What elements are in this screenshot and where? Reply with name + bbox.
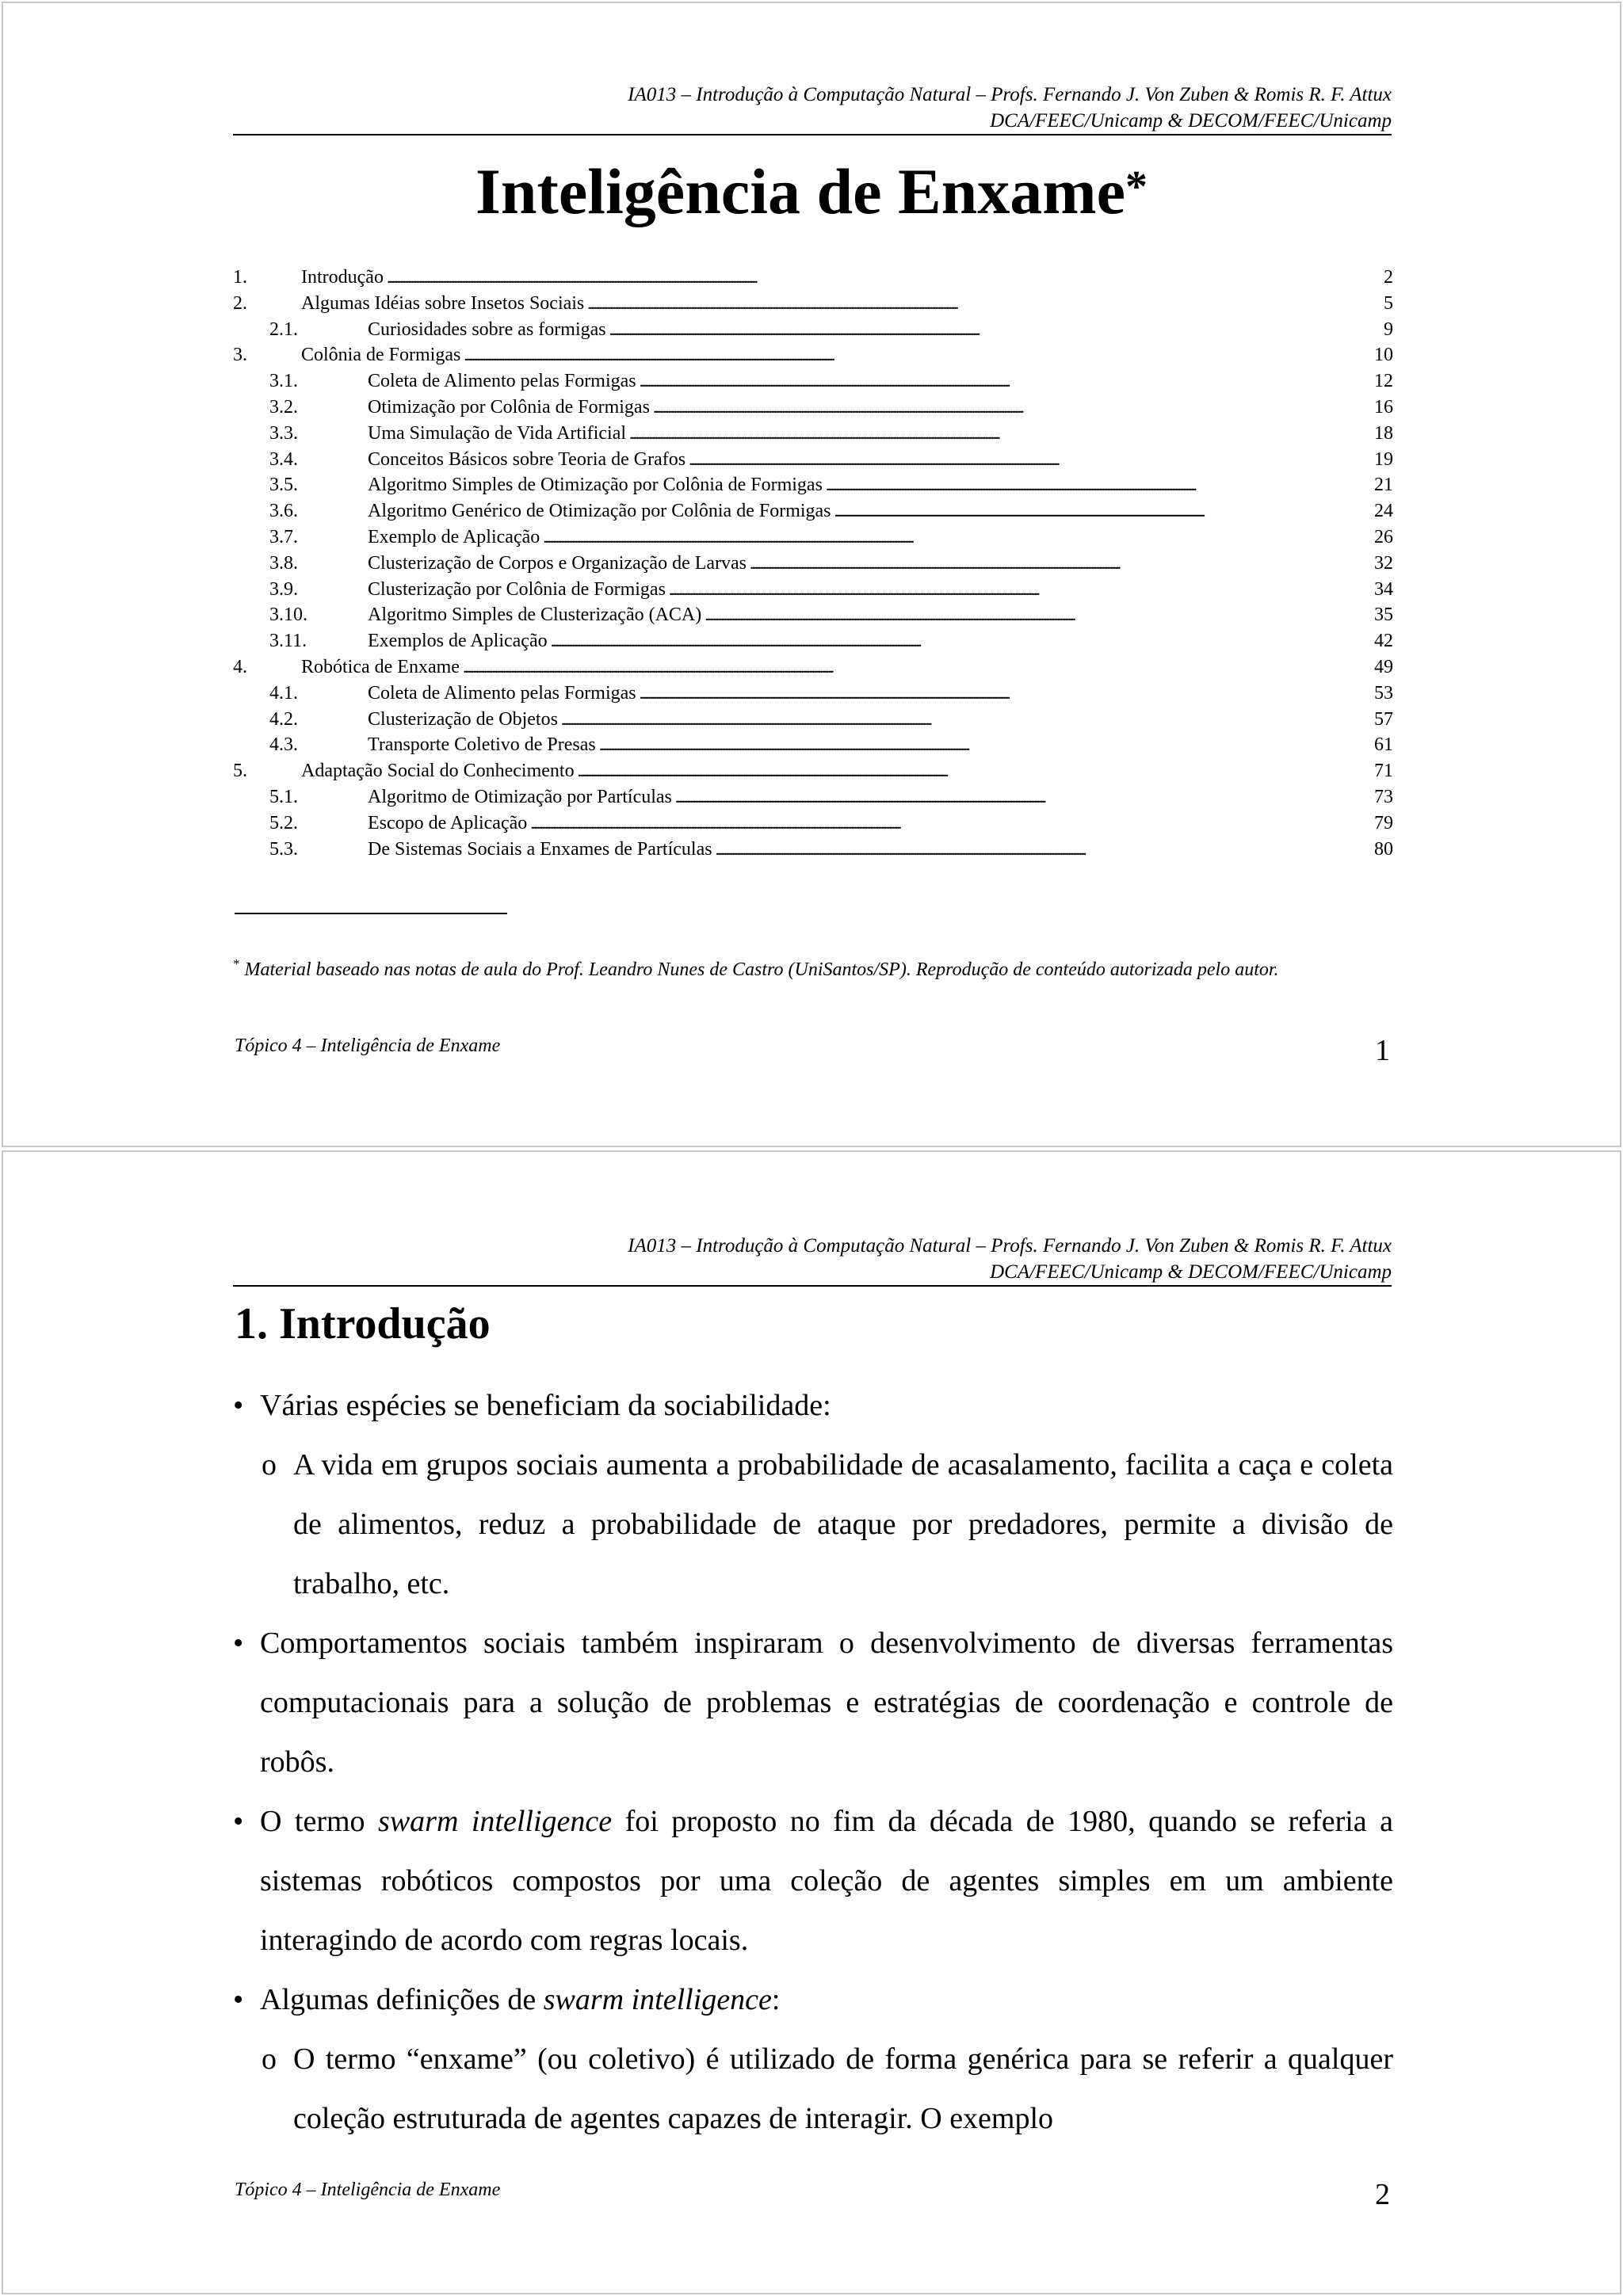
sub-bullet-text: A vida em grupos sociais aumenta a probabilidade de acasalamento, facilita a caça e coleta de alimentos, reduz a probabilidade de ataque por predadores, permite a divisão de trabalho, etc. — [293, 1448, 1393, 1600]
header-course-line: IA013 – Introdução à Computação Natural – Profs. Fernando J. Von Zuben & Romis R. F. Attux — [628, 1235, 1392, 1257]
toc-entry-title: Clusterização por Colônia de Formigas — [368, 578, 666, 600]
document-page-2 — [2, 1150, 1621, 2294]
toc-entry-title: Algoritmo de Otimização por Partículas — [368, 786, 672, 807]
toc-entry-title: Exemplos de Aplicação — [368, 631, 548, 652]
bullet-text: Comportamentos sociais também inspiraram o desenvolvimento de diversas ferramentas computacionais para a solução de problemas e estratégias de coordenação e controle de robôs. — [260, 1627, 1393, 1779]
toc-entry-number: 5.3. — [269, 838, 298, 860]
toc-dot-leader — [578, 758, 1371, 785]
toc-entry — [233, 342, 1393, 368]
toc-entry-title: Clusterização de Objetos — [368, 708, 558, 730]
bullet-icon: • — [233, 1389, 244, 1422]
toc-entry-number: 3.1. — [269, 371, 298, 392]
toc-entry-page: 10 — [1374, 345, 1393, 366]
toc-entry-page: 71 — [1374, 761, 1393, 782]
toc-entry — [233, 472, 1393, 498]
toc-entry-page: 57 — [1374, 708, 1393, 730]
toc-entry — [233, 628, 1393, 654]
toc-dot-leader — [705, 602, 1371, 629]
bullet-paragraph — [233, 1614, 1393, 1792]
toc-entry-number: 3.8. — [269, 552, 298, 574]
bullet-paragraph — [233, 1792, 1393, 1970]
toc-entry-title: Algoritmo Genérico de Otimização por Colônia de Formigas — [368, 501, 831, 522]
toc-dot-leader — [653, 395, 1371, 421]
sub-bullet-paragraph — [233, 1436, 1393, 1614]
toc-entry-title: Clusterização de Corpos e Organização de Larvas — [368, 552, 747, 574]
toc-entry-page: 32 — [1374, 552, 1393, 574]
toc-dot-leader — [834, 498, 1371, 525]
toc-entry-number: 3.7. — [269, 526, 298, 547]
page-header — [233, 1233, 1392, 1287]
toc-entry — [233, 758, 1393, 784]
bullet-icon: • — [233, 1627, 244, 1660]
toc-entry-page: 16 — [1374, 396, 1393, 418]
toc-entry-page: 5 — [1384, 292, 1393, 314]
toc-entry-page: 19 — [1374, 448, 1393, 470]
toc-dot-leader — [464, 342, 1371, 369]
toc-dot-leader — [387, 265, 1381, 292]
page-footer-topic: Tópico 4 – Inteligência de Enxame — [235, 2180, 501, 2200]
bullet-emphasis: swarm intelligence — [378, 1805, 613, 1838]
header-department-line: DCA/FEEC/Unicamp & DECOM/FEEC/Unicamp — [990, 110, 1392, 132]
toc-entry — [233, 810, 1393, 837]
footnote-text: Material baseado nas notas de aula do Prof. Leandro Nunes de Castro (UniSantos/SP). Reprodução de conteúdo autorizada pelo autor. — [244, 959, 1279, 980]
toc-dot-leader — [609, 317, 1381, 344]
toc-entry-number: 3.3. — [269, 422, 298, 444]
sub-bullet-text: O termo “enxame” (ou coletivo) é utilizado de forma genérica para se referir a qualquer coleção estruturada de agentes capazes de interagir. O exemplo — [293, 2042, 1393, 2135]
toc-entry-title: Curiosidades sobre as formigas — [368, 318, 606, 340]
bullet-text-start: Algumas definições de — [260, 1983, 544, 2016]
toc-dot-leader — [716, 837, 1371, 864]
toc-entry — [233, 498, 1393, 524]
bullet-text-end: : — [771, 1983, 781, 2016]
toc-entry-page: 61 — [1374, 734, 1393, 756]
toc-entry — [233, 291, 1393, 317]
toc-entry-title: Robótica de Enxame — [301, 656, 460, 677]
footnote-mark: * — [233, 956, 240, 971]
toc-entry — [233, 421, 1393, 447]
toc-entry-number: 4.3. — [269, 734, 298, 756]
bullet-text: Várias espécies se beneficiam da sociabilidade: — [260, 1389, 831, 1422]
toc-entry-page: 49 — [1374, 656, 1393, 677]
toc-entry-page: 9 — [1384, 318, 1393, 340]
toc-entry-title: Otimização por Colônia de Formigas — [368, 396, 650, 418]
toc-dot-leader — [640, 368, 1371, 395]
toc-entry-page: 12 — [1374, 371, 1393, 392]
toc-entry — [233, 707, 1393, 733]
toc-entry-number: 3.10. — [269, 605, 307, 626]
toc-entry-title: Colônia de Formigas — [301, 345, 461, 366]
circle-bullet-icon: o — [262, 2042, 277, 2076]
toc-dot-leader — [599, 732, 1371, 759]
toc-dot-leader — [463, 654, 1371, 681]
bullet-paragraph — [233, 1970, 1393, 2030]
toc-entry-number: 2.1. — [269, 318, 298, 340]
toc-dot-leader — [750, 551, 1371, 578]
page-header — [233, 82, 1392, 135]
toc-dot-leader — [640, 681, 1371, 707]
toc-entry-page: 79 — [1374, 812, 1393, 833]
toc-entry-title: Coleta de Alimento pelas Formigas — [368, 682, 636, 704]
toc-entry-number: 3. — [233, 345, 247, 366]
toc-entry-number: 3.6. — [269, 501, 298, 522]
toc-entry — [233, 447, 1393, 473]
bullet-icon: • — [233, 1983, 244, 2016]
toc-entry — [233, 837, 1393, 863]
toc-entry — [233, 654, 1393, 681]
toc-entry-number: 3.9. — [269, 578, 298, 600]
sub-bullet-paragraph — [233, 2030, 1393, 2149]
toc-entry — [233, 317, 1393, 343]
toc-entry-title: Algoritmo Simples de Clusterização (ACA) — [368, 605, 702, 626]
toc-entry-page: 18 — [1374, 422, 1393, 444]
title-footnote-mark: * — [1125, 162, 1148, 212]
toc-entry-page: 53 — [1374, 682, 1393, 704]
toc-entry-page: 24 — [1374, 501, 1393, 522]
toc-entry-page: 73 — [1374, 786, 1393, 807]
document-title-text: Inteligência de Enxame — [475, 155, 1125, 227]
toc-entry-number: 3.11. — [269, 631, 307, 652]
document-title — [3, 152, 1620, 231]
toc-entry-page: 42 — [1374, 631, 1393, 652]
toc-entry-page: 26 — [1374, 526, 1393, 547]
toc-entry-page: 34 — [1374, 578, 1393, 600]
toc-entry-title: Exemplo de Aplicação — [368, 526, 540, 547]
toc-entry — [233, 524, 1393, 551]
toc-dot-leader — [675, 784, 1371, 811]
toc-entry — [233, 784, 1393, 810]
toc-entry — [233, 732, 1393, 758]
toc-dot-leader — [561, 707, 1371, 734]
toc-entry-page: 21 — [1374, 475, 1393, 496]
bullet-text-end: foi proposto no fim da década de 1980, quando se referia a sistemas robóticos compostos por uma coleção de agentes simples em um ambiente interagindo de acordo com regras locais. — [260, 1805, 1393, 1957]
toc-entry — [233, 265, 1393, 291]
toc-entry-number: 3.5. — [269, 475, 298, 496]
toc-entry-title: Uma Simulação de Vida Artificial — [368, 422, 627, 444]
toc-dot-leader — [629, 421, 1371, 448]
toc-entry-number: 5. — [233, 761, 247, 782]
toc-entry — [233, 368, 1393, 395]
bullet-text-start: O termo — [260, 1805, 379, 1838]
toc-entry-number: 4. — [233, 656, 247, 677]
toc-entry — [233, 602, 1393, 628]
toc-entry-number: 5.1. — [269, 786, 298, 807]
toc-entry-number: 1. — [233, 267, 247, 288]
toc-entry-title: Algumas Idéias sobre Insetos Sociais — [301, 292, 585, 314]
toc-dot-leader — [543, 524, 1371, 551]
page-number: 2 — [1375, 2178, 1390, 2211]
toc-entry — [233, 577, 1393, 603]
toc-entry-number: 4.1. — [269, 682, 298, 704]
toc-entry — [233, 551, 1393, 577]
toc-entry-page: 80 — [1374, 838, 1393, 860]
toc-entry-title: Transporte Coletivo de Presas — [368, 734, 596, 756]
toc-entry-title: Coleta de Alimento pelas Formigas — [368, 371, 636, 392]
toc-entry-number: 3.2. — [269, 396, 298, 418]
bullet-paragraph — [233, 1376, 1393, 1436]
table-of-contents — [233, 265, 1393, 862]
toc-entry — [233, 681, 1393, 707]
toc-entry-page: 2 — [1384, 267, 1393, 288]
toc-entry — [233, 395, 1393, 421]
toc-dot-leader — [530, 810, 1371, 837]
bullet-icon: • — [233, 1805, 244, 1838]
toc-dot-leader — [826, 472, 1371, 499]
toc-dot-leader — [669, 577, 1371, 604]
toc-entry-title: Algoritmo Simples de Otimização por Colônia de Formigas — [368, 475, 823, 496]
header-course-line: IA013 – Introdução à Computação Natural – Profs. Fernando J. Von Zuben & Romis R. F. Attux — [628, 84, 1392, 105]
toc-entry-number: 2. — [233, 292, 247, 314]
section-body — [233, 1376, 1393, 2149]
toc-entry-number: 5.2. — [269, 812, 298, 833]
toc-entry-title: De Sistemas Sociais a Enxames de Partículas — [368, 838, 712, 860]
section-title: 1. Introdução — [235, 1299, 491, 1348]
page-footer-topic: Tópico 4 – Inteligência de Enxame — [235, 1035, 501, 1056]
toc-dot-leader — [587, 291, 1381, 318]
toc-entry-title: Adaptação Social do Conhecimento — [301, 761, 575, 782]
toc-entry-title: Conceitos Básicos sobre Teoria de Grafos — [368, 448, 686, 470]
toc-dot-leader — [551, 628, 1371, 655]
footnote — [233, 950, 1393, 984]
toc-entry-title: Escopo de Aplicação — [368, 812, 528, 833]
toc-entry-page: 35 — [1374, 605, 1393, 626]
header-department-line: DCA/FEEC/Unicamp & DECOM/FEEC/Unicamp — [990, 1261, 1392, 1283]
footnote-divider — [235, 913, 507, 914]
toc-dot-leader — [689, 447, 1371, 474]
document-page-1 — [2, 2, 1621, 1147]
toc-entry-number: 3.4. — [269, 448, 298, 470]
toc-entry-number: 4.2. — [269, 708, 298, 730]
page-number: 1 — [1375, 1034, 1390, 1067]
circle-bullet-icon: o — [262, 1448, 277, 1482]
toc-entry-title: Introdução — [301, 267, 384, 288]
bullet-emphasis: swarm intelligence — [543, 1983, 772, 2016]
